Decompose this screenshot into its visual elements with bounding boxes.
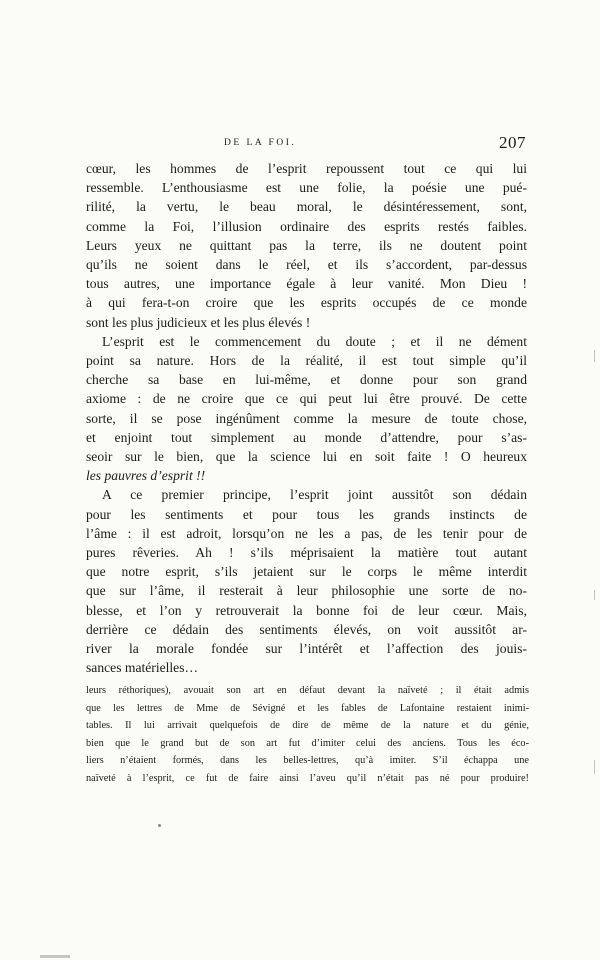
page-header <box>86 133 526 153</box>
text-line: sances matérielles… <box>86 660 199 676</box>
text-line: seoir sur le bien, que la science lui en soit faite ! O heureux <box>86 449 527 465</box>
text-line: blesse, et l’on y retrouverait la bonne foi de leur cœur. Mais, <box>86 602 527 618</box>
text-line: point sa nature. Hors de la réalité, il est tout simple qu’il <box>86 353 527 369</box>
running-title: DE LA FOI. <box>224 138 297 148</box>
text-line: à qui fera-t-on croire que les esprits occupés de ce monde <box>86 295 527 311</box>
text-line: sont les plus judicieux et les plus élevés ! <box>86 314 311 330</box>
margin-mark <box>594 760 595 774</box>
footnote-line: tables. Il lui arrivait quelquefois de dire de même de la nature et du génie, <box>86 720 529 732</box>
text-line: l’âme : il est adroit, lorsqu’on ne les a pas, de les tenir pour de <box>86 525 527 541</box>
text-line: tous autres, une importance égale à leur vanité. Mon Dieu ! <box>86 276 527 292</box>
text-line: A ce premier principe, l’esprit joint aussitôt son dédain <box>102 487 527 503</box>
text-line: comme la Foi, l’illusion ordinaire des esprits restés faibles. <box>86 218 527 234</box>
footnote-block <box>86 682 529 788</box>
main-text <box>86 159 527 677</box>
text-line: les pauvres d’esprit !! <box>86 468 206 484</box>
text-line: axiome : de ne croire que ce qui peut lui être prouvé. De cette <box>86 391 527 407</box>
text-line: pures rêveries. Ah ! s’ils méprisaient la matière tout autant <box>86 545 527 561</box>
margin-mark <box>594 350 595 362</box>
text-line: ressemble. L’enthousiasme est une folie, la poésie une pué- <box>86 180 527 196</box>
footnote-line: leurs réthoriques), avouait son art en défaut devant la naïveté ; il était admis <box>86 685 529 696</box>
text-line: que sur l’âme, il resterait à leur philosophie une sorte de no- <box>86 583 527 599</box>
margin-mark <box>594 590 595 600</box>
text-line: pour les sentiments et pour tous les grands instincts de <box>86 506 527 522</box>
footnote-line: que les lettres de Mme de Sévigné et les fables de Lafontaine restaient inimi- <box>86 702 529 714</box>
text-line: et enjoint tout simplement au monde d’attendre, pour s’as- <box>86 429 527 445</box>
text-line: river la morale fondée sur l’intérêt et l’affection des jouis- <box>86 641 527 657</box>
footnote-line: bien que le grand but de son art fut d’imiter celui des anciens. Tous les éco- <box>86 737 529 749</box>
footnote-line: liers n’étaient formés, dans les belles-lettres, qu’à imiter. S’il échappa une <box>86 755 529 767</box>
ink-speck <box>158 824 161 827</box>
text-line: cherche sa base en lui-même, et donne pour son grand <box>86 372 527 388</box>
text-line: derrière ce dédain des sentiments élevés, on voit aussitôt ar- <box>86 621 527 637</box>
margin-mark <box>40 955 70 958</box>
text-line: que notre esprit, s’ils jetaient sur le corps le même interdit <box>86 564 527 580</box>
text-line: L’esprit est le commencement du doute ; et il ne dément <box>102 333 527 349</box>
text-line: cœur, les hommes de l’esprit repoussent tout ce qui lui <box>86 161 527 176</box>
text-line: sorte, il se pose ingénûment comme la mesure de toute chose, <box>86 410 527 426</box>
text-line: rilité, la vertu, le beau moral, le désintéressement, sont, <box>86 199 527 215</box>
footnote-line: naïveté à l’esprit, ce fut de faire ainsi l’aveu qu’il n’était pas né pour produire! <box>86 772 529 784</box>
page-number: 207 <box>499 133 526 152</box>
text-line: Leurs yeux ne quittant pas la terre, ils ne doutent point <box>86 237 527 253</box>
text-line: qu’ils ne soient dans le réel, et ils s’accordent, par-dessus <box>86 257 527 273</box>
